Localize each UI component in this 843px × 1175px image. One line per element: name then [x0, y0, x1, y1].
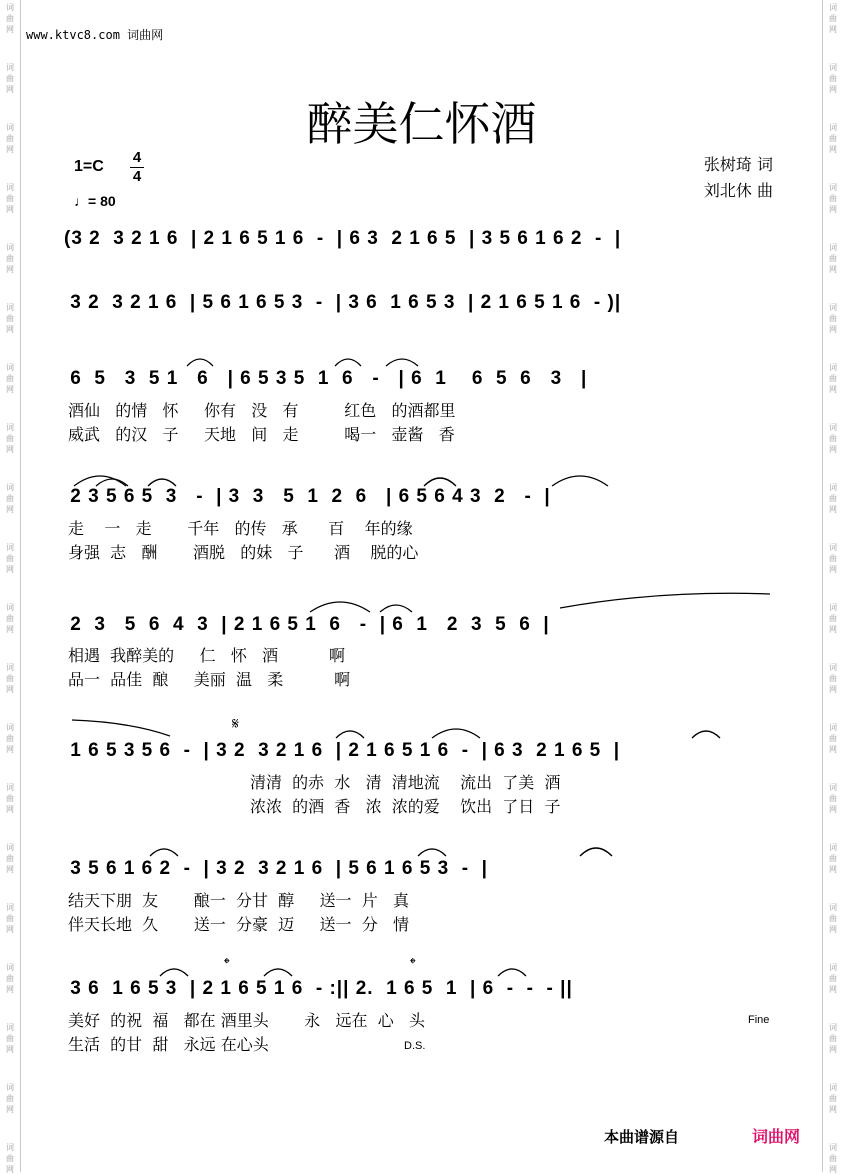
segno-sign: 𝄋	[232, 716, 239, 733]
slur	[187, 359, 213, 366]
watermark-stamp: 词 曲 网	[829, 423, 837, 454]
watermark-stamp: 词 曲 网	[829, 183, 837, 214]
slur	[160, 969, 188, 976]
lyric-line-6b: 浓浓 的酒 香 浓 浓的爱 饮出 了日 子	[250, 797, 561, 816]
watermark-stamp: 词 曲 网	[6, 363, 14, 394]
watermark-stamp: 词 曲 网	[6, 723, 14, 754]
watermark-stamp: 词 曲 网	[829, 303, 837, 334]
watermark-stamp: 词 曲 网	[6, 303, 14, 334]
watermark-stamp: 词 曲 网	[6, 603, 14, 634]
slur	[148, 479, 176, 486]
slur	[692, 731, 720, 738]
slur	[380, 605, 412, 612]
watermark-stamp: 词 曲 网	[829, 963, 837, 994]
lyric-line-6a: 清清 的赤 水 清 清地流 流出 了美 酒	[250, 773, 561, 792]
footer-source-label: 本曲谱源自	[604, 1128, 680, 1146]
slur	[264, 969, 292, 976]
tempo-mark: ♩= 80	[74, 193, 116, 209]
lyric-line-4a: 走 一 走 千年 的传 承 百 年的缘	[68, 519, 413, 538]
watermark-stamp: 词 曲 网	[6, 963, 14, 994]
slur	[336, 731, 364, 738]
time-sig-bottom: 4	[132, 168, 142, 185]
watermark-stamp: 词 曲 网	[829, 663, 837, 694]
slur	[580, 848, 612, 856]
watermark-stamp: 词 曲 网	[829, 903, 837, 934]
page-title: 醉美仁怀酒	[306, 97, 537, 151]
watermark-stamp: 词 曲 网	[829, 543, 837, 574]
notation-line-4: 2 3 5 6 5 3 - | 3 3 5 1 2 6 | 6 5 6 4 3 2 - |	[64, 486, 551, 507]
composer-credit: 刘北休 曲	[703, 181, 773, 200]
watermark-stamp: 词 曲 网	[829, 843, 837, 874]
lyric-line-3a: 酒仙 的情 怀 你有 没 有 红色 的酒都里	[68, 401, 456, 420]
slur	[74, 476, 126, 486]
lyric-line-7a: 结天下朋 友 酿一 分甘 醇 送一 片 真	[68, 891, 409, 910]
watermark-stamp: 词 曲 网	[6, 663, 14, 694]
notation-line-7: 3 5 6 1 6 2 - | 3 2 3 2 1 6 | 5 6 1 6 5 3 - |	[64, 858, 488, 879]
notation-line-3: 6 5 3 5 1 6 | 6 5 3 5 1 6 - | 6 1 6 5 6 3 |	[64, 368, 588, 389]
site-url: www.ktvc8.com 词曲网	[26, 28, 164, 42]
watermark-stamp: 词 曲 网	[829, 63, 837, 94]
watermark-stamp: 词 曲 网	[6, 1083, 14, 1114]
notation-line-1: (3 2 3 2 1 6 | 2 1 6 5 1 6 - | 6 3 2 1 6 5 | 3 5 6 1 6 2 - |	[64, 228, 622, 249]
watermark-stamp: 词 曲 网	[6, 123, 14, 154]
watermark-stamp: 词 曲 网	[6, 243, 14, 274]
lyric-line-3b: 威武 的汉 子 天地 间 走 喝一 壶酱 香	[68, 425, 455, 444]
slur	[552, 476, 608, 486]
slur	[310, 602, 370, 612]
time-sig-top: 4	[132, 149, 142, 166]
watermark-stamp: 词 曲 网	[829, 243, 837, 274]
slur	[386, 359, 418, 366]
watermark-stamp: 词 曲 网	[6, 1023, 14, 1054]
watermark-stamp: 词 曲 网	[6, 783, 14, 814]
watermark-stamp: 词 曲 网	[829, 123, 837, 154]
watermark-stamp: 词 曲 网	[829, 1023, 837, 1054]
lyric-line-7b: 伴天长地 久 送一 分豪 迈 送一 分 情	[68, 915, 409, 934]
notation-line-8: 3 6 1 6 5 3 | 2 1 6 5 1 6 - :|| 2. 1 6 5 1 | 6 - - - ||	[64, 978, 573, 999]
watermark-stamp: 词 曲 网	[6, 423, 14, 454]
notation-line-2: 3 2 3 2 1 6 | 5 6 1 6 5 3 - | 3 6 1 6 5 3 | 2 1 6 5 1 6 - )|	[64, 292, 622, 313]
slur	[560, 593, 770, 608]
slur	[72, 720, 170, 736]
slur	[96, 479, 128, 486]
footer-logo[interactable]: 词曲网	[752, 1127, 801, 1146]
lyric-line-5b: 品一 品佳 酿 美丽 温 柔 啊	[68, 670, 351, 689]
slur	[150, 849, 178, 856]
watermark-stamp: 词 曲 网	[6, 843, 14, 874]
watermark-stamp: 词 曲 网	[829, 783, 837, 814]
lyricist-credit: 张树琦 词	[703, 155, 773, 174]
watermark-stamp: 词 曲 网	[829, 723, 837, 754]
coda-sign-2: 𝄌	[410, 956, 416, 973]
watermark-stamp: 词 曲 网	[829, 1143, 837, 1174]
notation-line-5: 2 3 5 6 4 3 | 2 1 6 5 1 6 - | 6 1 2 3 5 6 |	[64, 614, 550, 635]
slur	[424, 478, 456, 486]
key-signature: 1=C	[74, 158, 104, 175]
watermark-stamp: 词 曲 网	[6, 3, 14, 34]
watermark-stamp: 词 曲 网	[829, 363, 837, 394]
slur	[432, 729, 480, 738]
lyric-line-5a: 相遇 我醉美的 仁 怀 酒 啊	[68, 646, 345, 665]
watermark-stamp: 词 曲 网	[6, 63, 14, 94]
watermark-stamp: 词 曲 网	[6, 483, 14, 514]
notation-line-6: 1 6 5 3 5 6 - | 3 2 3 2 1 6 | 2 1 6 5 1 6 - | 6 3 2 1 6 5 |	[64, 740, 621, 761]
slur	[335, 359, 361, 366]
watermark-stamp: 词 曲 网	[6, 183, 14, 214]
watermark-stamp: 词 曲 网	[829, 483, 837, 514]
ds-mark: D.S.	[404, 1040, 426, 1052]
slur	[418, 849, 446, 856]
watermark-stamp: 词 曲 网	[6, 543, 14, 574]
watermark-stamp: 词 曲 网	[6, 903, 14, 934]
lyric-line-4b: 身强 志 酬 酒脱 的妹 子 酒 脱的心	[68, 543, 419, 562]
fine-mark: Fine	[748, 1014, 770, 1026]
slur	[498, 969, 526, 976]
watermark-stamp: 词 曲 网	[829, 3, 837, 34]
coda-sign-1: 𝄌	[224, 956, 230, 973]
watermark-stamp: 词 曲 网	[6, 1143, 14, 1174]
lyric-line-8a: 美好 的祝 福 都在 酒里头 永 远在 心 头	[68, 1011, 425, 1030]
watermark-stamp: 词 曲 网	[829, 603, 837, 634]
lyric-line-8b: 生活 的甘 甜 永远 在心头	[68, 1035, 269, 1054]
watermark-stamp: 词 曲 网	[829, 1083, 837, 1114]
